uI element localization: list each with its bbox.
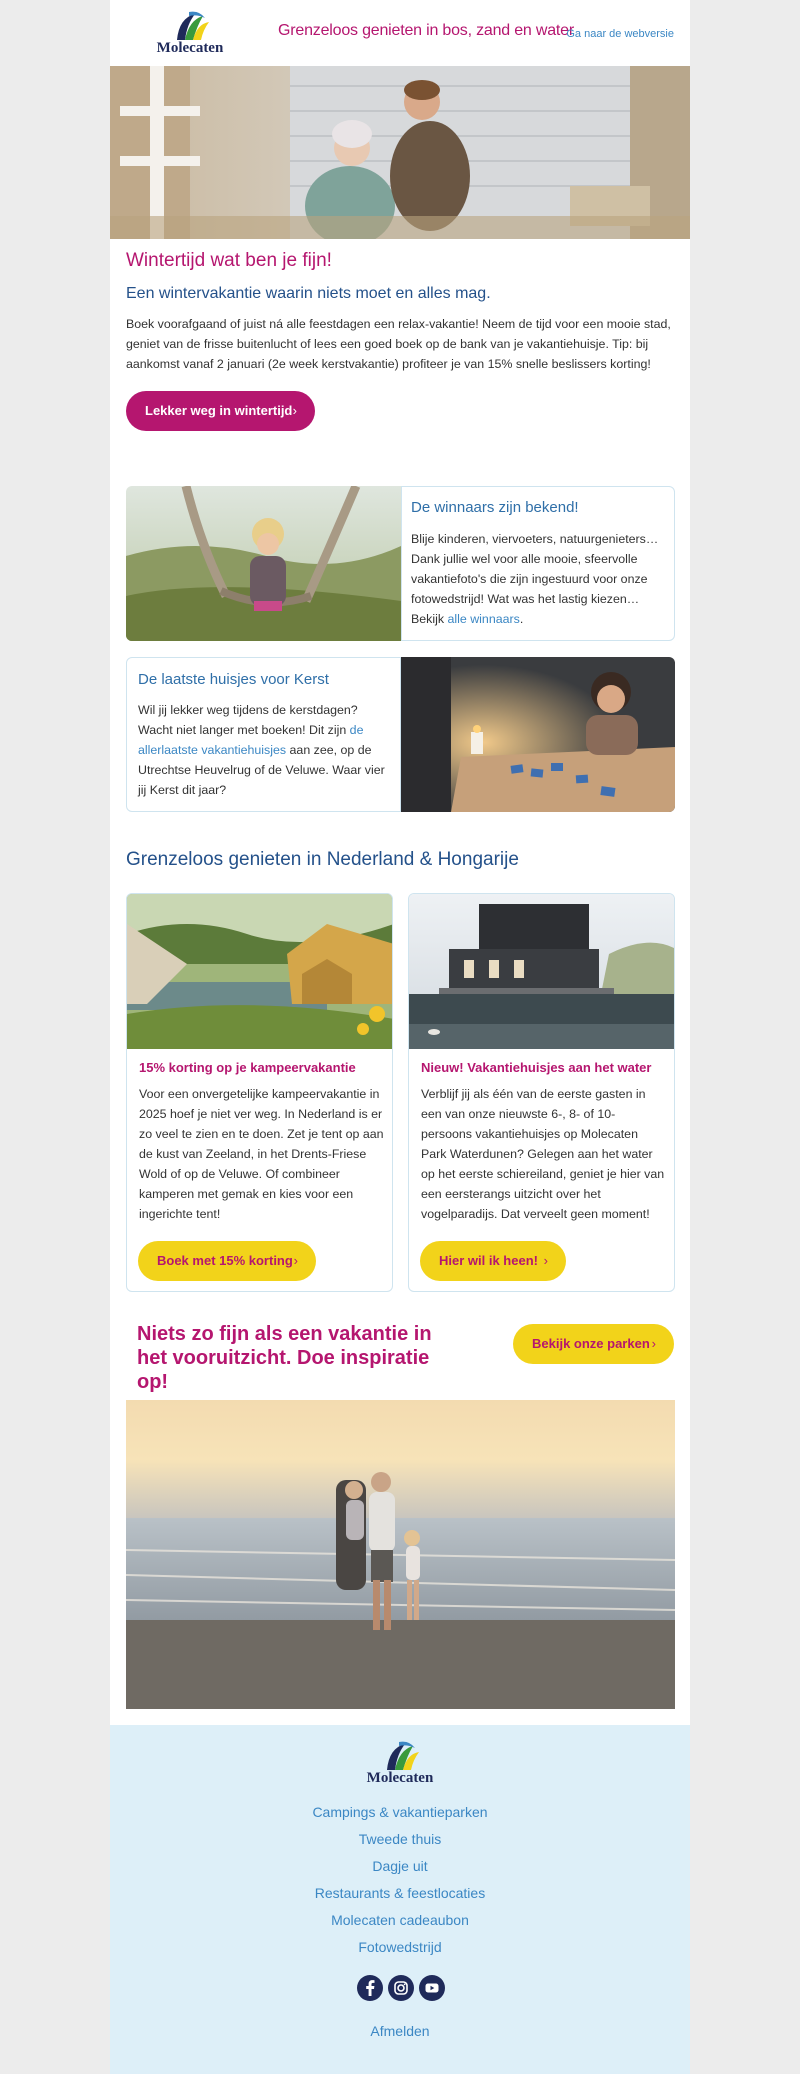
email-body bbox=[110, 0, 690, 1725]
molecaten-logo[interactable] bbox=[153, 10, 227, 58]
xmas-image[interactable] bbox=[401, 657, 675, 812]
logo-text: Molecaten bbox=[156, 40, 224, 56]
water-body: Verblijf jij als één van de eerste gasten in een van onze nieuwste 6-, 8- of 10-persoons vakantiehuisjes op Molecaten Park Waterdunen? Gelegen aan het water op het eerste schiereiland, geniet je hier van een eersterangs uitzicht over het vogelparadijs. Dat verveelt geen moment! bbox=[421, 1087, 665, 1221]
parks-button-label: Bekijk onze parken bbox=[532, 1336, 650, 1351]
winners-link[interactable]: alle winnaars bbox=[447, 612, 520, 626]
intro-subtitle: Een wintervakantie waarin niets moet en alles mag. bbox=[126, 285, 491, 302]
chevron-right-icon: › bbox=[651, 1336, 656, 1351]
chevron-right-icon: › bbox=[293, 1253, 298, 1268]
section-title: Grenzeloos genieten in Nederland & Hongarije bbox=[126, 849, 519, 870]
camping-button[interactable] bbox=[138, 1241, 316, 1281]
webversion-link[interactable]: Ga naar de webversie bbox=[566, 28, 674, 40]
camping-title: 15% korting op je kampeervakantie bbox=[139, 1060, 356, 1075]
chevron-right-icon: › bbox=[543, 1253, 548, 1268]
footer bbox=[110, 1725, 690, 2074]
camping-body: Voor een onvergetelijke kampeervakantie in 2025 hoef je niet ver weg. In Nederland is er zo veel te zien en te doen. Zet je tent op aan de kust van Zeeland, in het Drents-Friese Wold of op de Veluwe. Of combineer kamperen met gemak en kies voor een ingerichte tent! bbox=[139, 1087, 384, 1221]
instagram-icon[interactable] bbox=[388, 1975, 414, 2001]
xmas-title: De laatste huisjes voor Kerst bbox=[138, 671, 329, 688]
winners-body bbox=[411, 529, 667, 629]
water-title: Nieuw! Vakantiehuisjes aan het water bbox=[421, 1060, 652, 1075]
winners-image[interactable] bbox=[126, 486, 401, 641]
camping-card bbox=[126, 893, 393, 1292]
footer-link-cadeaubon[interactable]: Molecaten cadeaubon bbox=[331, 1912, 469, 1928]
winners-card bbox=[401, 486, 675, 641]
xmas-body bbox=[138, 700, 394, 800]
intro-title: Wintertijd wat ben je fijn! bbox=[126, 250, 332, 271]
intro-body: Boek voorafgaand of juist ná alle feestdagen een relax-vakantie! Neem de tijd voor een mooie stad, geniet van de frisse buitenlucht of lees een goed boek op de bank van je vakantiehuisje. Tip: bij aankomst vanaf 2 januari (2e week kerstvakantie) profiteer je van 15% snelle beslissers korting! bbox=[126, 317, 671, 371]
water-button-label: Hier wil ik heen! bbox=[439, 1253, 538, 1268]
water-button[interactable] bbox=[420, 1241, 566, 1281]
xmas-body-text: Wil jij lekker weg tijdens de kerstdagen? Wacht niet langer met boeken! Dit zijn bbox=[138, 703, 358, 737]
footer-link-campings[interactable]: Campings & vakantieparken bbox=[312, 1804, 488, 1820]
xmas-link[interactable]: de allerlaatste vakantiehuisjes bbox=[138, 723, 364, 757]
footer-logo[interactable] bbox=[363, 1740, 437, 1790]
camping-image[interactable] bbox=[127, 894, 393, 1049]
parks-button[interactable] bbox=[513, 1324, 674, 1364]
hero-image[interactable] bbox=[110, 66, 690, 239]
beach-image[interactable] bbox=[126, 1400, 675, 1709]
xmas-body-end: aan zee, op de Utrechtse Heuvelrug of de Veluwe. Waar vier jij Kerst dit jaar? bbox=[138, 743, 385, 797]
winners-body-end: . bbox=[519, 612, 524, 626]
winners-title: De winnaars zijn bekend! bbox=[411, 499, 579, 516]
footer-link-dagje-uit[interactable]: Dagje uit bbox=[372, 1858, 428, 1874]
chevron-right-icon: › bbox=[292, 403, 297, 418]
header-tagline: Grenzeloos genieten in bos, zand en water bbox=[278, 22, 574, 39]
water-card bbox=[408, 893, 675, 1292]
unsubscribe-link[interactable]: Afmelden bbox=[370, 2023, 430, 2039]
wintertijd-button[interactable] bbox=[126, 391, 315, 431]
footer-logo-text: Molecaten bbox=[366, 1770, 434, 1786]
facebook-icon[interactable] bbox=[357, 1975, 383, 2001]
footer-link-fotowedstrijd[interactable]: Fotowedstrijd bbox=[358, 1939, 442, 1955]
youtube-icon[interactable] bbox=[419, 1975, 445, 2001]
logo-mark-icon bbox=[153, 10, 227, 42]
xmas-card bbox=[126, 657, 401, 812]
footer-link-tweede-thuis[interactable]: Tweede thuis bbox=[358, 1831, 442, 1847]
camping-button-label: Boek met 15% korting bbox=[157, 1253, 293, 1268]
water-image[interactable] bbox=[409, 894, 675, 1049]
logo-mark-icon bbox=[363, 1740, 437, 1772]
footer-link-restaurants[interactable]: Restaurants & feestlocaties bbox=[314, 1885, 486, 1901]
cta-text: Niets zo fijn als een vakantie in het vooruitzicht. Doe inspiratie op! bbox=[137, 1323, 432, 1393]
wintertijd-button-label: Lekker weg in wintertijd bbox=[145, 403, 293, 418]
winners-body-text: Blije kinderen, viervoeters, natuurgenieters… Dank jullie wel voor alle mooie, sfeervolle vakantiefoto's die zijn ingestuurd voor onze fotowedstrijd! Wat was het lastig kiezen… Bekijk bbox=[411, 532, 659, 626]
